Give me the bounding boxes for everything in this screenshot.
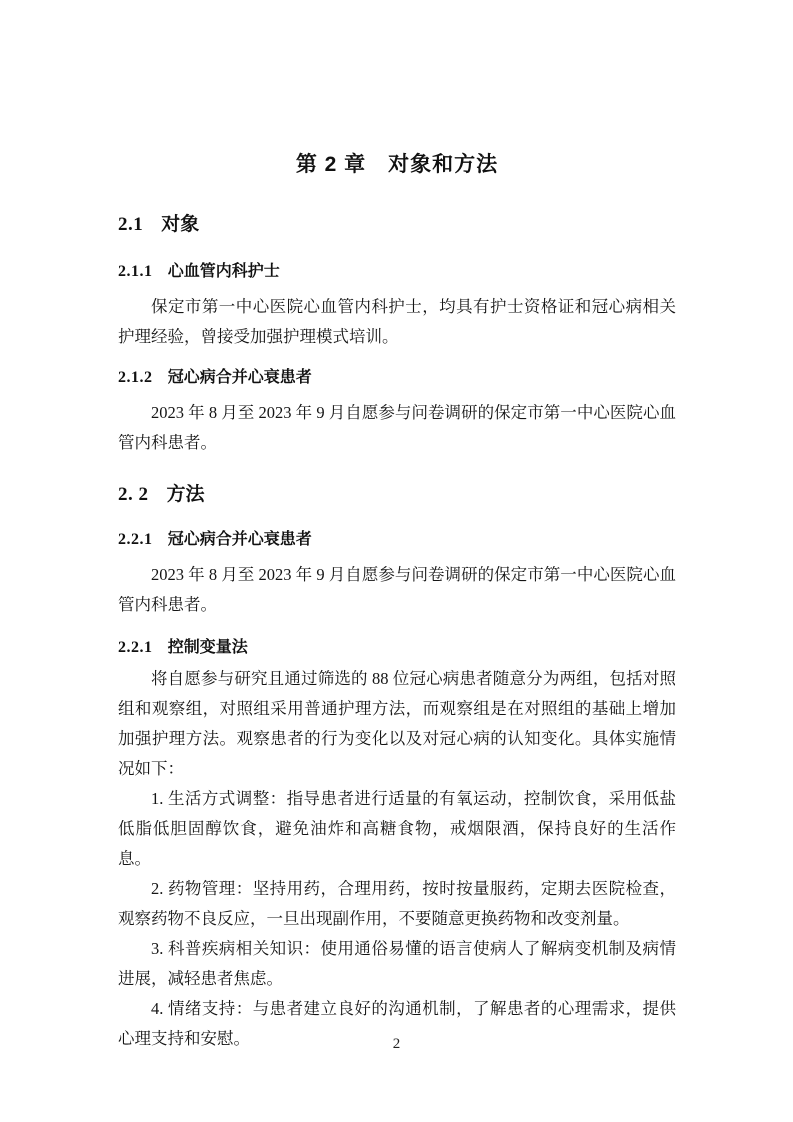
section-heading-2-2	[118, 482, 676, 508]
section-title: 对象	[161, 214, 200, 235]
subsection-number: 2.2.1	[118, 639, 153, 656]
page-content	[118, 0, 676, 1054]
section-title: 方法	[166, 484, 205, 505]
subsection-title: 控制变量法	[167, 639, 248, 656]
subsection-heading-2-1-1	[118, 260, 676, 284]
subsection-number: 2.1.2	[118, 369, 153, 386]
list-item-lifestyle: 1. 生活方式调整：指导患者进行适量的有氧运动，控制饮食，采用低盐低脂低胆固醇饮食，避免油炸和高糖食物，戒烟限酒，保持良好的生活作息。	[118, 789, 676, 868]
subsection-number: 2.1.1	[118, 263, 153, 280]
chapter-title: 第 2 章 对象和方法	[295, 153, 499, 176]
list-item-medication: 2. 药物管理：坚持用药，合理用药，按时按量服药，定期去医院检查，观察药物不良反应，一旦出现副作用，不要随意更换药物和改变剂量。	[118, 879, 676, 928]
page-number: 2	[392, 1036, 401, 1052]
subsection-number: 2.2.1	[118, 531, 153, 548]
section-heading-2-1	[118, 212, 676, 238]
subsection-title: 冠心病合并心衰患者	[167, 531, 312, 548]
paragraph-control-variable-intro: 将自愿参与研究且通过筛选的 88 位冠心病患者随意分为两组，包括对照组和观察组，对照组采用普通护理方法，而观察组是在对照组的基础上增加加强护理方法。观察患者的行为变化以及对冠心病的认知变化。具体实施情况如下：	[118, 669, 676, 778]
paragraph-2-1-2: 2023 年 8 月至 2023 年 9 月自愿参与问卷调研的保定市第一中心医院心血管内科患者。	[118, 403, 676, 452]
subsection-title: 心血管内科护士	[167, 263, 280, 280]
section-number: 2.1	[118, 214, 144, 235]
list-item-emotional-support: 4. 情绪支持：与患者建立良好的沟通机制，了解患者的心理需求，提供心理支持和安慰。	[118, 999, 676, 1048]
subsection-heading-2-2-1-method	[118, 636, 676, 660]
paragraph-2-1-1: 保定市第一中心医院心血管内科护士，均具有护士资格证和冠心病相关护理经验，曾接受加强护理模式培训。	[118, 297, 676, 346]
paragraph-2-2-1-patients: 2023 年 8 月至 2023 年 9 月自愿参与问卷调研的保定市第一中心医院心血管内科患者。	[118, 565, 676, 614]
section-number: 2. 2	[118, 484, 149, 505]
list-item-education: 3. 科普疾病相关知识：使用通俗易懂的语言使病人了解病变机制及病情进展，减轻患者焦虑。	[118, 939, 676, 988]
subsection-heading-2-1-2	[118, 366, 676, 390]
subsection-heading-2-2-1-patients	[118, 528, 676, 552]
subsection-title: 冠心病合并心衰患者	[167, 369, 312, 386]
